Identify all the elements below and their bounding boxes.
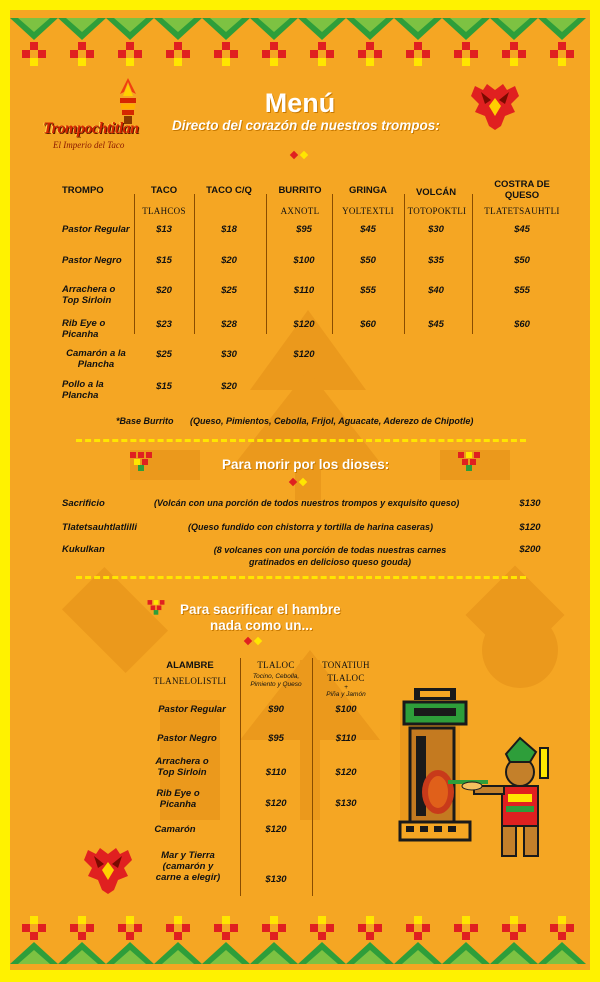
divider-dots — [289, 151, 311, 159]
col-header-trompo: TROMPO — [62, 185, 104, 196]
aztec-border-top — [10, 18, 590, 70]
border-motif — [442, 916, 490, 964]
col-header-taco: TACO — [150, 185, 178, 196]
price-cell: $30 — [428, 224, 444, 235]
border-motif — [10, 916, 58, 964]
price-cell: $13 — [156, 224, 172, 235]
emblem-icon — [78, 846, 138, 898]
tlaloc-note: Tocino, Cebolla, Pimiento y Queso — [250, 673, 302, 688]
separator — [240, 658, 241, 896]
price-cell: $40 — [428, 285, 444, 296]
trompo-row-name: Arrachera o Top Sirloin — [62, 284, 116, 306]
alambre-row-name: Arrachera o Top Sirloin — [155, 756, 209, 778]
col-header-tonatiuh: TONATIUH — [322, 660, 370, 670]
dioses-item-desc: (8 volcanes con una porción de todas nuestras carnes gratinados en delicioso queso gouda) — [213, 545, 447, 567]
border-motif — [394, 18, 442, 66]
border-motif — [538, 916, 586, 964]
price-cell: $15 — [156, 381, 172, 392]
price-cell: $90 — [268, 704, 284, 715]
separator — [332, 194, 333, 334]
border-motif — [202, 916, 250, 964]
price-cell: $55 — [360, 285, 376, 296]
border-motif — [346, 18, 394, 66]
pixel-heart-icon — [456, 450, 482, 472]
alambre-row-name: Pastor Negro — [157, 733, 217, 744]
page-subtitle: Directo del corazón de nuestros trompos: — [172, 118, 440, 133]
dioses-item-name: Sacrificio — [62, 498, 105, 509]
emblem-icon — [465, 82, 525, 134]
col-header-gringa: GRINGA — [349, 185, 387, 196]
dioses-item-desc: (Queso fundido con chistorra y tortilla de harina caseras) — [188, 522, 434, 532]
alambre-row-name: Camarón — [154, 824, 196, 835]
border-motif — [538, 18, 586, 66]
price-cell: $120 — [293, 349, 315, 360]
border-motif — [490, 18, 538, 66]
dioses-item-name: Kukulkan — [62, 544, 105, 555]
aztec-warrior-illustration — [390, 682, 570, 862]
pixel-heart-icon — [128, 450, 154, 472]
border-motif — [106, 916, 154, 964]
price-cell: $120 — [265, 798, 287, 809]
price-cell: $25 — [221, 285, 237, 296]
price-cell: $35 — [428, 255, 444, 266]
logo-name: Trompochtitlan — [43, 120, 139, 137]
price-cell: $20 — [221, 255, 237, 266]
trompo-row-name: Camarón a la Plancha — [66, 348, 126, 370]
price-cell: $45 — [514, 224, 530, 235]
price-cell: $18 — [221, 224, 237, 235]
price-cell: $120 — [293, 319, 315, 330]
border-motif — [298, 916, 346, 964]
pixel-heart-icon — [146, 598, 166, 616]
trompo-row-name: Rib Eye o Picanha — [62, 318, 106, 340]
price-cell: $130 — [335, 798, 357, 809]
separator — [194, 194, 195, 334]
col-header-taco-cq: TACO C/Q — [206, 185, 252, 196]
border-motif — [58, 916, 106, 964]
price-cell: $130 — [265, 874, 287, 885]
tonatiuh-note: Piña y Jamón — [326, 691, 366, 698]
border-motif — [106, 18, 154, 66]
price-cell: $100 — [335, 704, 357, 715]
separator — [472, 194, 473, 334]
col-nahuatl-costra: TLATETSAUHTLI — [484, 206, 560, 216]
price-cell: $50 — [360, 255, 376, 266]
price-cell: $120 — [265, 824, 287, 835]
border-motif — [202, 18, 250, 66]
price-cell: $110 — [265, 767, 287, 778]
price-cell: $60 — [514, 319, 530, 330]
border-motif — [250, 18, 298, 66]
border-motif — [58, 18, 106, 66]
separator — [312, 658, 313, 896]
dioses-item-price: $200 — [519, 544, 541, 555]
price-cell: $15 — [156, 255, 172, 266]
trompo-row-name: Pastor Regular — [62, 224, 130, 235]
border-motif — [298, 18, 346, 66]
hambre-heading-line1: Para sacrificar el hambre — [180, 602, 341, 617]
col-header-alambre: ALAMBRE — [166, 660, 214, 671]
section-divider — [76, 576, 526, 579]
border-motif — [394, 916, 442, 964]
col-nahuatl-alambre: TLANELOLISTLI — [153, 676, 227, 686]
burrito-note-label: *Base Burrito — [116, 416, 174, 426]
price-cell: $55 — [514, 285, 530, 296]
alambre-row-name: Pastor Regular — [158, 704, 226, 715]
aztec-border-bottom — [10, 912, 590, 964]
col-header-burrito: BURRITO — [278, 185, 322, 196]
dioses-item-price: $130 — [519, 498, 541, 509]
hambre-heading-line2: nada como un... — [210, 618, 313, 633]
price-cell: $120 — [335, 767, 357, 778]
price-cell: $110 — [335, 733, 357, 744]
logo-tagline: El Imperio del Taco — [53, 140, 125, 150]
price-cell: $28 — [221, 319, 237, 330]
col-header-costra: COSTRA DE QUESO — [494, 179, 550, 201]
price-cell: $95 — [268, 733, 284, 744]
tonatiuh-plus: + — [344, 684, 348, 691]
price-cell: $45 — [360, 224, 376, 235]
separator — [266, 194, 267, 334]
divider-dots — [243, 637, 265, 645]
price-cell: $20 — [156, 285, 172, 296]
price-cell: $110 — [293, 285, 315, 296]
col-nahuatl-burrito: AXNOTL — [280, 206, 320, 216]
price-cell: $23 — [156, 319, 172, 330]
menu-page — [10, 10, 590, 970]
border-motif — [250, 916, 298, 964]
col-nahuatl-taco: TLAHCOS — [142, 206, 186, 216]
page-title: Menú — [264, 88, 336, 118]
price-cell: $25 — [156, 349, 172, 360]
price-cell: $45 — [428, 319, 444, 330]
section-divider — [76, 439, 526, 442]
border-motif — [154, 916, 202, 964]
border-motif — [490, 916, 538, 964]
col-header-volcan: VOLCÁN — [415, 187, 457, 198]
border-motif — [10, 18, 58, 66]
divider-dots — [288, 478, 310, 486]
price-cell: $100 — [293, 255, 315, 266]
price-cell: $50 — [514, 255, 530, 266]
dioses-item-desc: (Volcán con una porción de todos nuestros trompos y exquisito queso) — [154, 498, 460, 508]
border-motif — [346, 916, 394, 964]
price-cell: $20 — [221, 381, 237, 392]
trompo-row-name: Pollo a la Plancha — [62, 379, 104, 401]
col-nahuatl-volcan: TOTOPOKTLI — [407, 206, 467, 216]
price-cell: $30 — [221, 349, 237, 360]
col-nahuatl-gringa: YOLTEXTLI — [342, 206, 394, 216]
trompo-row-name: Pastor Negro — [62, 255, 122, 266]
alambre-row-name: Rib Eye o Picanha — [156, 788, 200, 810]
border-motif — [154, 18, 202, 66]
burrito-note-text: (Queso, Pimientos, Cebolla, Frijol, Aguacate, Aderezo de Chipotle) — [190, 416, 474, 426]
border-motif — [442, 18, 490, 66]
dioses-heading: Para morir por los dioses: — [222, 457, 390, 472]
dioses-item-price: $120 — [519, 522, 541, 533]
col-header-tlaloc: TLALOC — [257, 660, 295, 670]
alambre-row-name: Mar y Tierra (camarón y carne a elegir) — [155, 850, 221, 883]
separator — [404, 194, 405, 334]
dioses-item-name: Tlatetsauhtlatlilli — [62, 522, 137, 533]
price-cell: $60 — [360, 319, 376, 330]
col-header-tonatiuh-tlaloc: TLALOC — [327, 673, 365, 683]
price-cell: $95 — [296, 224, 312, 235]
